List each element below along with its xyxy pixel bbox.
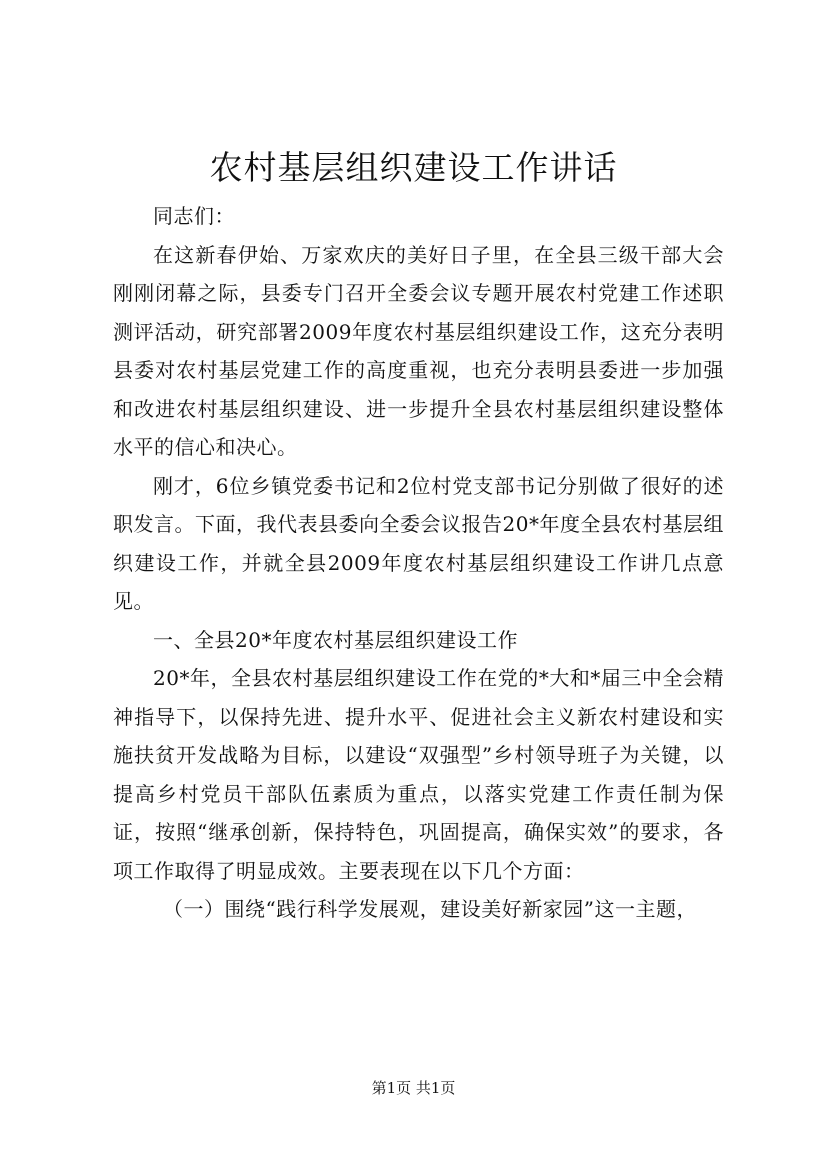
sub-heading: （一）围绕“践行科学发展观，建设美好新家园”这一主题， — [163, 897, 697, 921]
paragraph-report: 刚才，6位乡镇党委书记和2位村党支部书记分别做了很好的述职发言。下面，我代表县委向全委会议报告20*年度全县农村基层组织建设工作，并就全县2009年度农村基层组织建设工作讲几点意见。 — [113, 473, 724, 613]
section-paragraph: 20*年，全县农村基层组织建设工作在党的*大和*届三中全会精神指导下，以保持先进、提升水平、促进社会主义新农村建设和实施扶贫开发战略为目标，以建设“双强型”乡村领导班子为关键，以提高乡村党员干部队伍素质为重点，以落实党建工作责任制为保证，按照“继承创新，保持特色，巩固提高，确保实效”的要求，各项工作取得了明显成效。主要表现在以下几个方面： — [113, 666, 724, 883]
document-body — [113, 197, 724, 929]
salutation: 同志们： — [153, 204, 235, 228]
page-footer: 第1页 共1页 — [371, 1079, 456, 1097]
document-title: 农村基层组织建设工作讲话 — [209, 148, 618, 187]
paragraph-intro: 在这新春伊始、万家欢庆的美好日子里，在全县三级干部大会刚刚闭幕之际，县委专门召开全委会议专题开展农村党建工作述职测评活动，研究部署2009年度农村基层组织建设工作，这充分表明县委对农村基层党建工作的高度重视，也充分表明县委进一步加强和改进农村基层组织建设、进一步提升全县农村基层组织建设整体水平的信心和决心。 — [113, 242, 724, 459]
section-heading: 一、全县20*年度农村基层组织建设工作 — [153, 627, 518, 652]
